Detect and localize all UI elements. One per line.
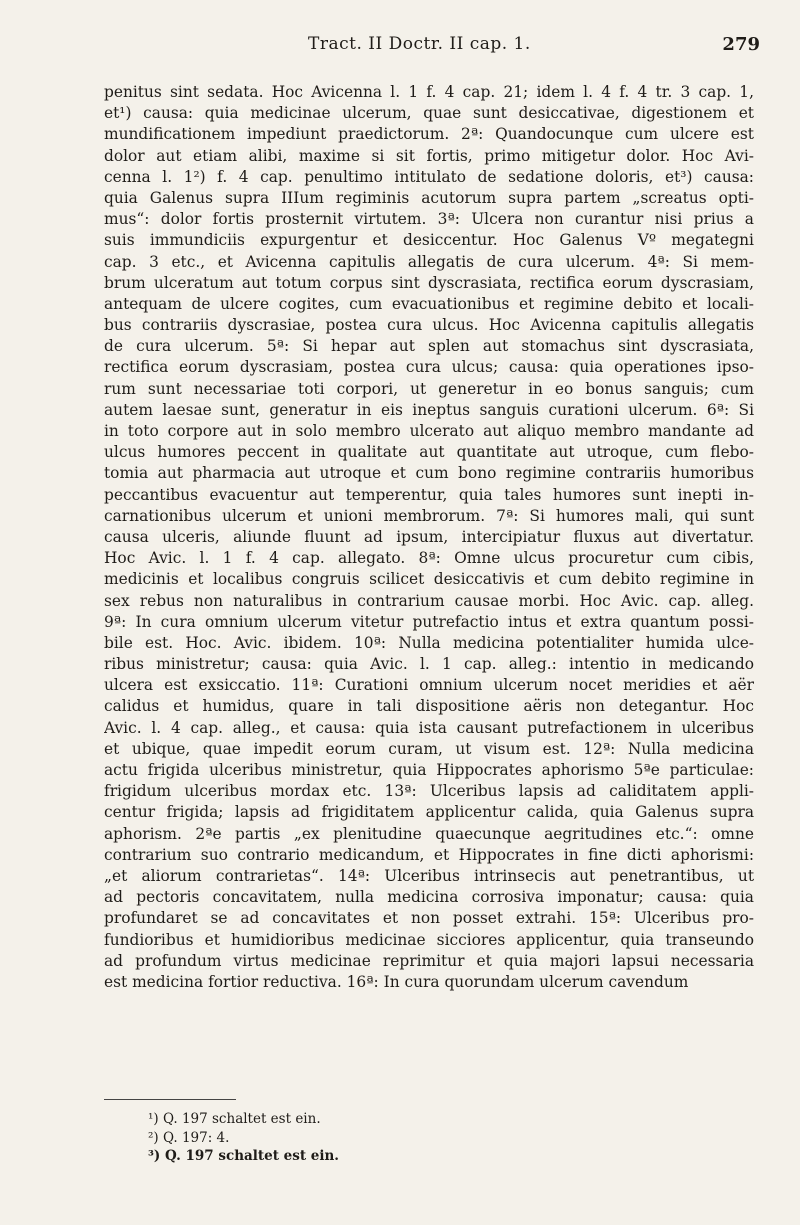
text-line: et ubique, quae impedit eorum curam, ut visum est. 12ª: Nulla medicina [104,739,754,758]
text-line: aphorism. 2ªe partis „ex plenitudine quaecunque aegritudines etc.“: omne [104,824,754,843]
text-line: mundificationem impediunt praedictorum. 2ª: Quandocunque cum ulcere est [104,125,754,144]
text-line: Hoc Avic. l. 1 f. 4 cap. allegato. 8ª: Omne ulcus procuretur cum cibis, [104,549,754,568]
running-title: Tract. II Doctr. II cap. 1. [308,34,531,54]
text-line: causa ulceris, aliunde fluunt ad ipsum, intercipiatur fluxus aut divertatur. [104,527,754,546]
text-line: peccantibus evacuentur aut temperentur, quia tales humores sunt inepti in- [104,485,754,504]
footnote: ¹) Q. 197 schaltet est ein. [148,1111,321,1127]
text-line: antequam de ulcere cogites, cum evacuationibus et regimine debito et locali- [104,294,754,313]
text-line: „et aliorum contrarietas“. 14ª: Ulceribus intrinsecis aut penetrantibus, ut [104,866,754,885]
text-line: ad profundum virtus medicinae reprimitur et quia majori lapsui necessaria [104,951,754,970]
page-number: 279 [722,34,760,55]
text-line: dolor aut etiam alibi, maxime si sit fortis, primo mitigetur dolor. Hoc Avi- [104,146,754,165]
footnote: ²) Q. 197: 4. [148,1129,230,1146]
text-line: quia Galenus supra IIIum regiminis acutorum supra partem „screatus opti- [104,188,754,207]
text-line: contrarium suo contrario medicandum, et Hippocrates in fine dicti aphorismi: [104,845,754,864]
text-line: fundioribus et humidioribus medicinae sicciores applicentur, quia transeundo [104,930,754,949]
page-header [108,34,760,58]
text-line: cenna l. 1²) f. 4 cap. penultimo intitulato de sedatione doloris, et³) causa: [104,167,754,186]
text-line: bile est. Hoc. Avic. ibidem. 10ª: Nulla medicina potentialiter humida ulce- [104,633,754,652]
text-line: ulcera est exsiccatio. 11ª: Curationi omnium ulcerum nocet meridies et aër [104,676,754,695]
text-line: et¹) causa: quia medicinae ulcerum, quae sunt desiccativae, digestionem et [104,104,754,123]
text-line: 9ª: In cura omnium ulcerum vitetur putrefactio intus et extra quantum possi- [104,612,754,631]
text-line: est medicina fortior reductiva. 16ª: In cura quorundam ulcerum cavendum [104,972,689,991]
text-line: Avic. l. 4 cap. alleg., et causa: quia ista causant putrefactionem in ulceribus [104,718,754,737]
text-line: in toto corpore aut in solo membro ulcerato aut aliquo membro mandante ad [104,422,754,440]
text-line: actu frigida ulceribus ministretur, quia Hippocrates aphorismo 5ªe particulae: [104,761,754,779]
footnotes [148,1110,339,1166]
text-line: calidus et humidus, quare in tali dispositione aëris non detegantur. Hoc [104,697,754,716]
text-line: rectifica eorum dyscrasiam, postea cura ulcus; causa: quia operationes ipso- [104,358,754,377]
text-line: sex rebus non naturalibus in contrarium causae morbi. Hoc Avic. cap. alleg. [104,591,754,610]
text-line: autem laesae sunt, generatur in eis ineptus sanguis curationi ulcerum. 6ª: Si [104,400,754,419]
text-line: ulcus humores peccent in qualitate aut quantitate aut utroque, cum flebo- [104,443,754,462]
text-line: rum sunt necessariae toti corpori, ut generetur in eo bonus sanguis; cum [104,379,754,398]
text-line: frigidum ulceribus mordax etc. 13ª: Ulceribus lapsis ad caliditatem appli- [104,782,754,801]
text-line: brum ulceratum aut totum corpus sint dyscrasiata, rectifica eorum dyscrasiam, [104,273,754,292]
text-line: centur frigida; lapsis ad frigiditatem applicentur calida, quia Galenus supra [104,803,754,822]
text-line: tomia aut pharmacia aut utroque et cum bono regimine contrariis humoribus [104,464,754,483]
text-line: mus“: dolor fortis prosternit virtutem. 3ª: Ulcera non curantur nisi prius a [104,210,754,229]
text-line: medicinis et localibus congruis scilicet desiccativis et cum debito regimine in [104,570,754,589]
footnote-divider [104,1099,236,1100]
text-line: profundaret se ad concavitates et non posset extrahi. 15ª: Ulceribus pro- [104,909,754,928]
text-line: suis immundiciis expurgentur et desiccentur. Hoc Galenus Vº megategni [104,231,754,250]
text-line: ad pectoris concavitatem, nulla medicina corrosiva imponatur; causa: quia [104,888,754,907]
text-line: bus contrariis dyscrasiae, postea cura ulcus. Hoc Avicenna capitulis allegatis [104,316,754,335]
text-line: de cura ulcerum. 5ª: Si hepar aut splen aut stomachus sint dyscrasiata, [104,337,754,356]
text-line: cap. 3 etc., et Avicenna capitulis allegatis de cura ulcerum. 4ª: Si mem- [104,252,754,271]
text-line: carnationibus ulcerum et unioni membrorum. 7ª: Si humores mali, qui sunt [104,506,754,525]
text-line: penitus sint sedata. Hoc Avicenna l. 1 f. 4 cap. 21; idem l. 4 f. 4 tr. 3 cap. 1, [104,83,754,101]
body-text [104,82,754,993]
footnote: ³) Q. 197 schaltet est ein. [148,1148,339,1164]
text-line: ribus ministretur; causa: quia Avic. l. 1 cap. alleg.: intentio in medicando [104,655,754,674]
